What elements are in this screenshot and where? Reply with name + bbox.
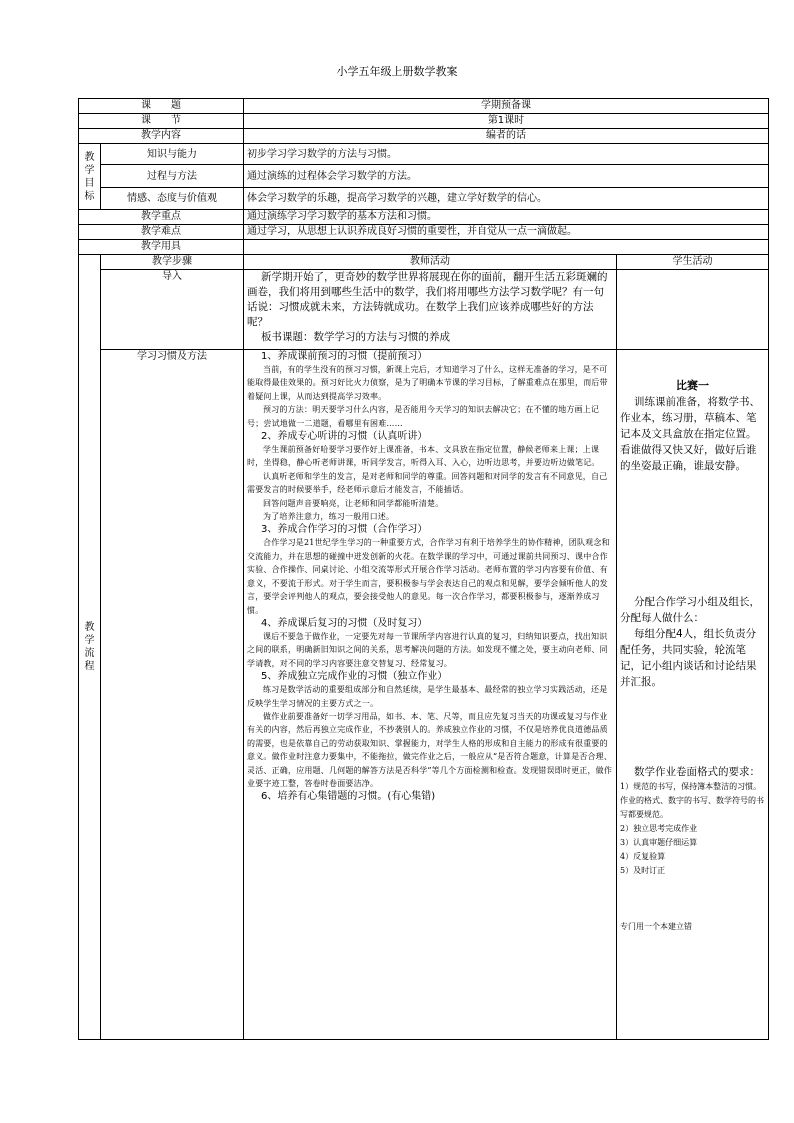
spacer [620, 474, 765, 594]
section-heading: 1、养成课前预习的习惯（提前预习） [261, 351, 428, 362]
student-activity: 训练课前准备，将数学书、作业本，练习册，草稿本、笔记本及文具盒放在指定位置。看谁做得又快又好，做好后谁的坐姿最正确，谁最安静。 [620, 396, 760, 472]
section-heading: 2、养成专心听讲的习惯（认真听讲） [261, 431, 428, 443]
topic-label: 课 题 [79, 99, 244, 114]
difficult-value: 通过学习，从思想上认识养成良好习惯的重要性，并自觉从一点一滴做起。 [244, 225, 769, 240]
activity-paragraph: 认真听老师和学生的发言，是对老师和同学的尊重。回答问题和对同学的发言有不同意见，自己需要发言的时候要举手，经老师示意后才能发言，不能插话。 [247, 471, 608, 495]
board-title: 板书课题：数学学习的方法与习惯的养成 [261, 331, 450, 343]
student-activity: 分配合作学习小组及组长，分配每人做什么： [620, 596, 760, 624]
step-intro: 导入 [101, 270, 244, 350]
period-value: 第1课时 [244, 114, 769, 129]
activity-paragraph: 为了培养注意力，练习一般用口述。 [263, 512, 395, 522]
section-heading: 6、培养有心集错题的习惯。(有心集错) [261, 791, 436, 803]
flow-label [79, 255, 101, 1040]
period-label: 课 节 [79, 114, 244, 129]
step-header: 教学步骤 [101, 255, 244, 270]
difficult-label: 教学难点 [79, 225, 244, 240]
spacer [620, 878, 765, 920]
goal2-value: 通过演练的过程体会学习数学的方法。 [244, 165, 769, 188]
student-activity: 2）独立思考完成作业 [620, 824, 698, 833]
step-habits: 学习习惯及方法 [101, 350, 244, 1040]
spacer [620, 690, 765, 764]
goal1-label: 知识与能力 [101, 144, 244, 165]
content-label: 教学内容 [79, 129, 244, 144]
goals-label [79, 144, 101, 210]
vertical-char: 教 [84, 151, 95, 163]
student-activity: 比赛一 [676, 379, 709, 392]
content-value: 编者的话 [244, 129, 769, 144]
student-habits-cell [617, 350, 769, 1040]
topic-value: 学期预备课 [244, 99, 769, 114]
activity-paragraph: 预习的方法：明天要学习什么内容，是否能用今天学习的知识去解决它；在不懂的地方画上记号；尝试地做一二道题，看哪里有困难…… [247, 405, 600, 428]
spacer [620, 350, 765, 378]
vertical-char: 学 [84, 635, 95, 646]
vertical-char: 流 [84, 648, 95, 659]
tools-value [244, 240, 769, 255]
activity-paragraph: 学生课前预备好哈要学习要作好上课准备，书本、文具放在指定位置，静候老师来上课；上课时，坐得稳，静心听老师讲课，听同学发言，听得入耳、入心，边听边思考，并要边听边做笔记。 [247, 445, 600, 468]
student-header: 学生活动 [617, 255, 769, 270]
goal1-value: 初步学习学习数学的方法与习惯。 [244, 144, 769, 165]
vertical-char: 标 [84, 190, 95, 202]
goal3-label: 情感、态度与价值观 [101, 188, 244, 210]
student-activity: 专门用一个本建立错 [620, 922, 692, 931]
key-value: 通过演练学习学习数学的基本方法和习惯。 [244, 210, 769, 225]
vertical-char: 教 [84, 622, 95, 633]
vertical-char: 程 [84, 661, 95, 672]
teacher-intro-cell [244, 270, 617, 350]
activity-paragraph: 练习是数学活动的重要组成部分和自然延续，是学生最基本、最经常的独立学习实践活动，还是反映学生学习情况的主要方式之一。 [247, 685, 608, 708]
tools-label: 教学用具 [79, 240, 244, 255]
activity-paragraph: 当前，有的学生没有的预习习惯，新课上完后，才知道学习了什么，这样无准备的学习，是不可能取得最佳效果的。预习好比火力侦察，是为了明确本节课的学习目标，了解重难点在那里，而后带着疑问上课，从而达到提高学习效率。 [247, 365, 608, 401]
activity-paragraph: 合作学习是21世纪学生学习的一种重要方式，合作学习有利于培养学生的协作精神，团队观念和交流能力，并在思想的碰撞中迸发创新的火花。在数学课的学习中，可通过课前共同预习、课中合作实验、合作操作、同桌讨论、小组交流等形式开展合作学习活动。老师布置的学习内容要有价值、有意义，不要流于形式。对于学生而言，要积极参与学会表达自己的观点和见解，要学会倾听他人的发言，要学会评判他人的观点，要会接受他人的意见。每一次合作学习，都要积极参与，逐渐养成习惯。 [247, 538, 610, 615]
intro-text: 新学期开始了，更奇妙的数学世界将展现在你的面前，翻开生活五彩斑斓的画卷，我们将用到哪些生活中的数学，我们将用哪些方法学习数学呢？有一句话说：习惯成就未来，方法铸就成功。在数学上我们应该养成哪些好的方法呢？ [247, 271, 608, 328]
student-activity: 数学作业卷面格式的要求： [634, 766, 760, 778]
section-heading: 5、养成独立完成作业的习惯（独立作业） [261, 671, 448, 683]
student-intro-cell [617, 270, 769, 350]
student-activity: 4）反复验算 [620, 852, 666, 861]
teacher-habits-cell [244, 350, 617, 1040]
student-activity: 5）及时订正 [620, 866, 666, 875]
goal2-label: 过程与方法 [101, 165, 244, 188]
student-activity: 每组分配4人，组长负责分配任务，共同实验，轮流笔记，记小组内谈话和讨论结果并汇报。 [620, 628, 757, 688]
vertical-char: 目 [84, 177, 95, 189]
student-activity: 3）认真审题仔细运算 [620, 838, 698, 847]
activity-paragraph: 课后不要急于做作业，一定要先对每一节课所学内容进行认真的复习，归纳知识要点，找出知识之间的联系，明确新旧知识之间的关系，思考解决问题的方法。如发现不懂之处，要主动向老师、同学请教，对不同的学习内容要注意交替复习、经常复习。 [247, 631, 608, 668]
activity-paragraph: 做作业前要准备好一切学习用品，如书、本、笔、尺等，而且应先复习当天的功课或复习与作业有关的内容，然后再独立完成作业，不抄袭别人的。养成独立作业的习惯，不仅是培养优良道德品质的需要，也是依靠自己的劳动获取知识、掌握能力，对学生人格的形成和自主能力的形成有很重要的意义。做作业时注意力要集中，不能拖拉，做完作业之后，一般应从“是否符合题意，计算是否合理、灵活、正确，应用题、几何题的解答方法是否科学”等几个方面检测和检查。发现错误即时更正，做作业要字迹工整，答卷时卷面要洁净。 [247, 711, 613, 788]
activity-paragraph: 回答问题声音要响亮，让老师和同学都能听清楚。 [263, 498, 444, 508]
vertical-char: 学 [84, 164, 95, 176]
page-title: 小学五年级上册数学教案 [336, 65, 458, 78]
lesson-plan-table [78, 98, 769, 1040]
teacher-header: 教师活动 [244, 255, 617, 270]
section-heading: 4、养成课后复习的习惯（及时复习） [261, 617, 428, 629]
student-activity: 1）规范的书写，保持簿本整洁的习惯。作业的格式、数字的书写、数学符号的书写都要规范。 [620, 782, 764, 819]
goal3-value: 体会学习数学的乐趣，提高学习数学的兴趣，建立学好数学的信心。 [244, 188, 769, 210]
section-heading: 3、养成合作学习的习惯（合作学习） [261, 524, 428, 536]
key-label: 教学重点 [79, 210, 244, 225]
